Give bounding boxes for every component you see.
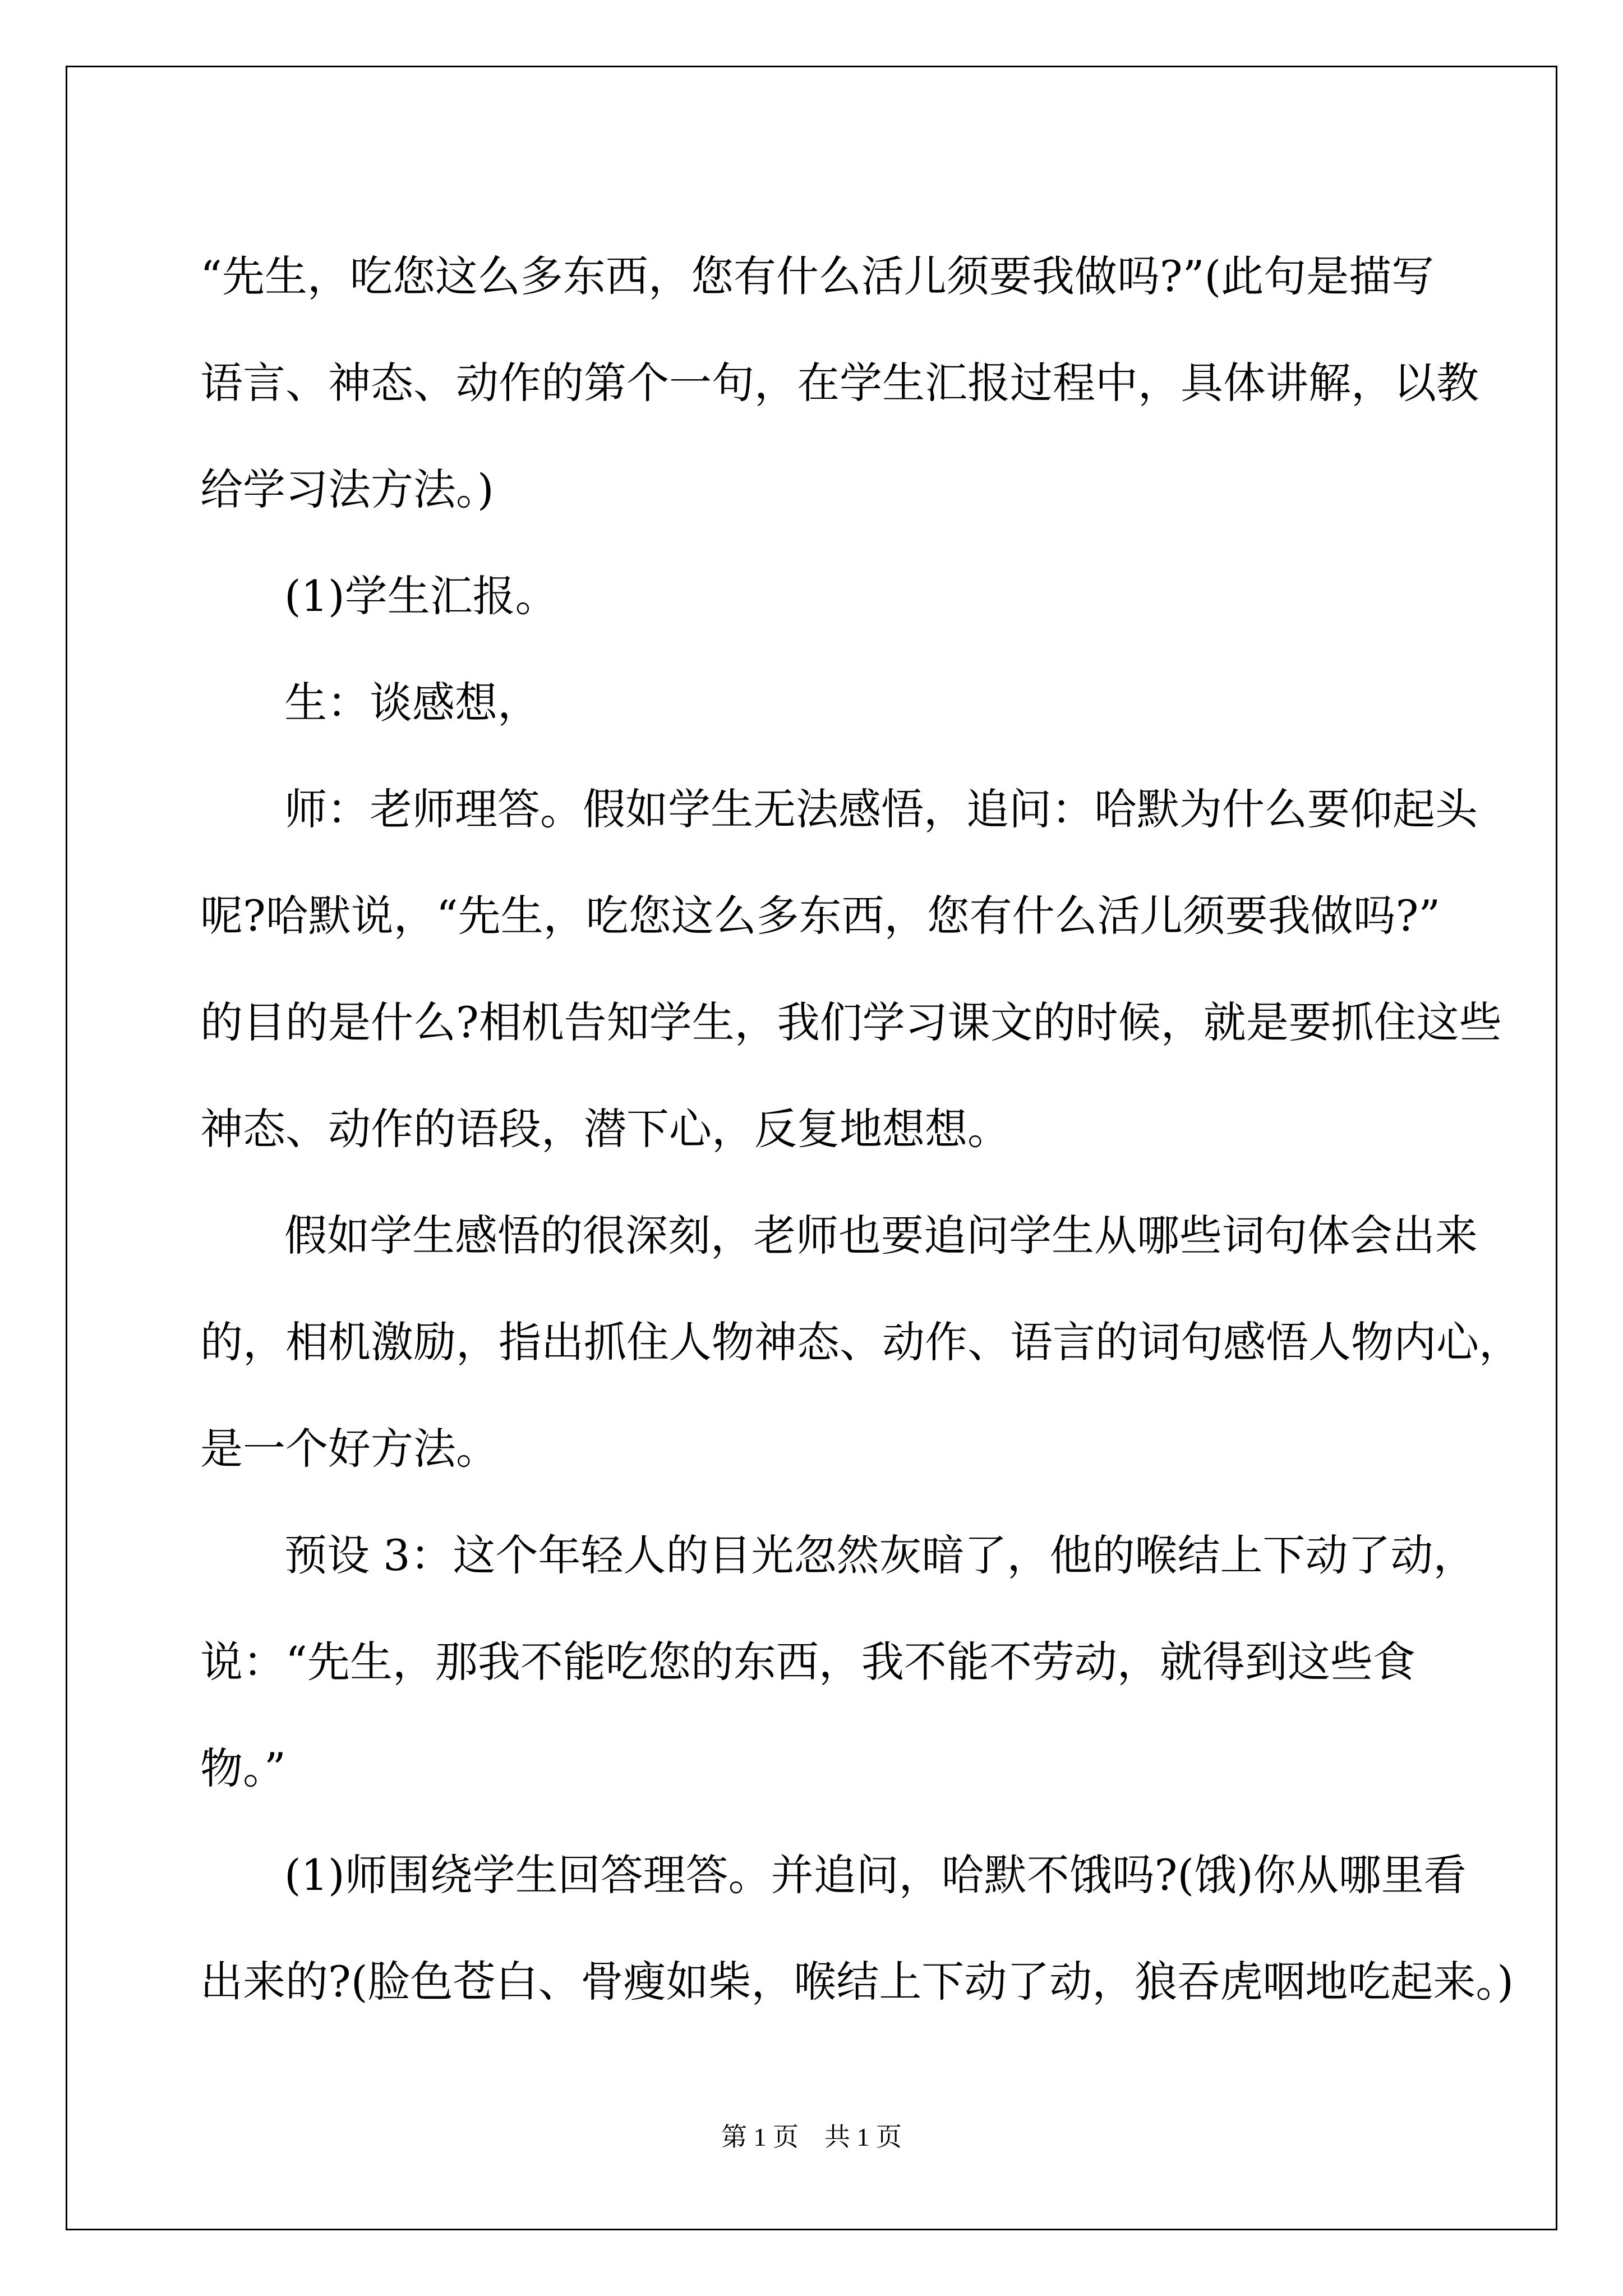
text-line: (1)师围绕学生回答理答。并追问，哈默不饿吗?(饿)你从哪里看	[284, 1850, 1467, 1900]
text-line: 出来的?(脸色苍白、骨瘦如柴，喉结上下动了动，狼吞虎咽地吃起来。)	[200, 1957, 1514, 2007]
page-number-footer: 第 1 页 共 1 页	[721, 2123, 902, 2151]
text-line: 呢?哈默说，“先生，吃您这么多东西，您有什么活儿须要我做吗?”	[200, 891, 1441, 941]
text-line: 师：老师理答。假如学生无法感悟，追问：哈默为什么要仰起头	[284, 784, 1478, 834]
text-line: “先生，吃您这么多东西，您有什么活儿须要我做吗?”(此句是描写	[200, 251, 1435, 301]
text-line: 给学习法方法。)	[200, 464, 494, 514]
text-line: 预设 3：这个年轻人的目光忽然灰暗了，他的喉结上下动了动，	[284, 1530, 1476, 1580]
text-line: 说：“先生，那我不能吃您的东西，我不能不劳动，就得到这些食	[200, 1637, 1415, 1687]
text-line: 神态、动作的语段，潜下心，反复地想想。	[200, 1104, 1010, 1154]
text-line: 的目的是什么?相机告知学生，我们学习课文的时候，就是要抓住这些	[200, 997, 1502, 1047]
text-line: 假如学生感悟的很深刻，老师也要追问学生从哪些词句体会出来	[284, 1211, 1478, 1260]
text-line: (1)学生汇报。	[284, 571, 558, 621]
text-line: 的，相机激励，指出抓住人物神态、动作、语言的词句感悟人物内心，	[200, 1317, 1521, 1367]
text-line: 生：谈感想，	[284, 678, 540, 728]
text-line: 语言、神态、动作的第个一句，在学生汇报过程中，具体讲解，以教	[200, 358, 1479, 408]
text-line: 物。”	[200, 1743, 286, 1793]
text-line: 是一个好方法。	[200, 1424, 499, 1474]
